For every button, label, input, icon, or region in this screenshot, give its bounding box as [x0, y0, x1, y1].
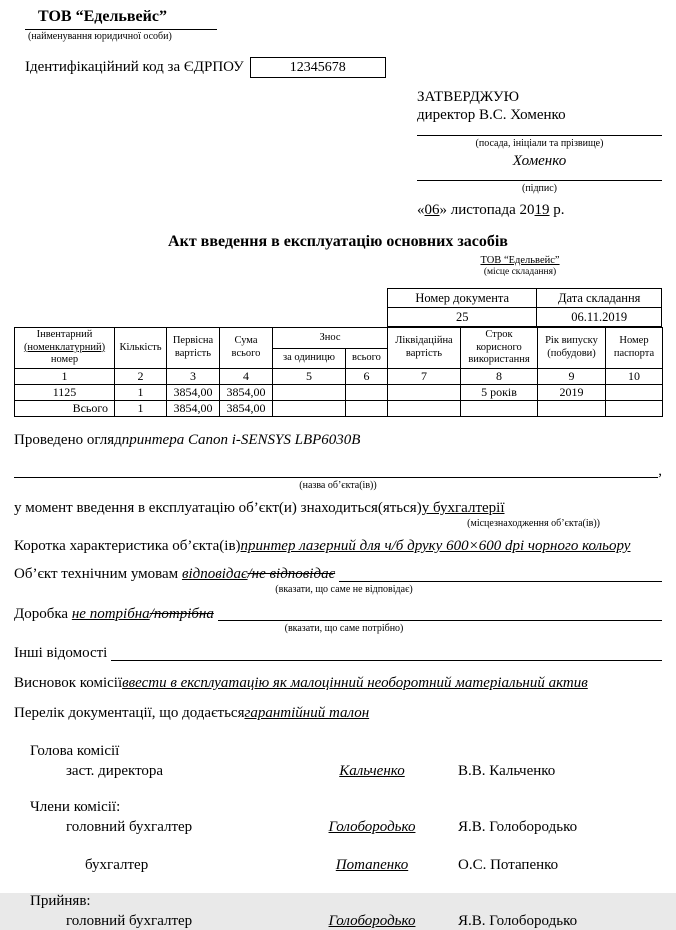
member1-signature-text: Голобородько — [328, 818, 416, 835]
doc-date-value: 06.11.2019 — [537, 308, 662, 327]
colnum-4: 4 — [220, 368, 273, 384]
edrpou-label: Ідентифікаційний код за ЄДРПОУ — [25, 59, 244, 75]
approver-signature: Хоменко — [512, 152, 567, 169]
colnum-6: 6 — [346, 368, 388, 384]
tech-label: Об’єкт технічним умовам — [14, 565, 182, 582]
place-value: ТОВ “Едельвейс” — [480, 255, 560, 267]
documentation-value: гарантійний талон — [244, 704, 370, 721]
total-sum: 3854,00 — [220, 400, 273, 416]
doc-number-header: Номер документа — [388, 289, 537, 308]
cell-year-of-issue: 2019 — [538, 384, 606, 400]
approval-date — [417, 201, 662, 219]
tech-caption: (вказати, що саме не відповідає) — [275, 583, 413, 595]
tech-fill-line — [339, 581, 662, 582]
total-passport — [606, 400, 663, 416]
inventory-header-line1: Інвентарний — [36, 329, 93, 341]
cell-total-sum: 3854,00 — [220, 384, 273, 400]
doc-date-header: Дата складання — [537, 289, 662, 308]
cell-initial-cost: 3854,00 — [167, 384, 220, 400]
acceptor-signature — [286, 913, 458, 930]
total-liquidation — [388, 400, 461, 416]
col-wear-per-unit: за одиницю — [273, 348, 346, 368]
approver-caption: (посада, ініціали та прізвище) — [475, 137, 604, 149]
date-suffix: р. — [549, 201, 565, 218]
signature-caption: (підпис) — [521, 182, 558, 194]
trailing-comma: , — [658, 462, 662, 479]
date-year: 19 — [534, 201, 550, 218]
tech-conditions-line — [14, 565, 662, 584]
acceptor-position: головний бухгалтер — [66, 912, 193, 929]
column-number-row — [15, 368, 663, 384]
colnum-3: 3 — [167, 368, 220, 384]
edrpou-row — [14, 57, 662, 78]
member2-signature-text: Потапенко — [335, 856, 409, 873]
head-position: заст. директора — [66, 762, 164, 779]
company-name: ТОВ “Едельвейс” — [38, 8, 167, 25]
member1-signature-row — [14, 819, 662, 836]
object-name-fill-line — [14, 477, 658, 478]
date-day: 06 — [424, 201, 440, 218]
member1-position: головний бухгалтер — [66, 818, 193, 835]
members-group: Члени комісії: — [30, 798, 121, 815]
documentation-label: Перелік документації, що додається — [14, 704, 245, 721]
acceptor-fullname: Я.В. Голобородько — [458, 912, 578, 929]
acceptor-signature-row — [14, 913, 662, 930]
col-useful-life: Строк корисного використання — [461, 328, 538, 369]
approver-underline — [417, 125, 662, 136]
asset-total-row — [15, 400, 663, 416]
head-signature-row — [14, 763, 662, 780]
conclusion-value: ввести в експлуатацію як малоцінний необоротний матеріальний актив — [122, 675, 588, 692]
member2-fullname: О.С. Потапенко — [458, 856, 559, 873]
acceptor-signature-text: Голобородько — [328, 912, 416, 929]
colnum-2: 2 — [115, 368, 167, 384]
location-caption: (місцезнаходження об’єкта(ів)) — [467, 518, 600, 530]
colnum-9: 9 — [538, 368, 606, 384]
signature-underline — [417, 170, 662, 181]
cell-passport-number — [606, 384, 663, 400]
head-signature — [286, 763, 458, 780]
company-block — [14, 8, 662, 42]
colnum-8: 8 — [461, 368, 538, 384]
other-info-label: Інші відомості — [14, 645, 112, 662]
total-initial-cost: 3854,00 — [167, 400, 220, 416]
conclusion-label: Висновок комісії — [14, 675, 123, 692]
rework-line — [14, 605, 662, 624]
rework-caption: (вказати, що саме потрібно) — [284, 623, 404, 635]
colnum-10: 10 — [606, 368, 663, 384]
member1-signature — [286, 819, 458, 836]
rework-fill-line — [218, 620, 662, 621]
inventory-header-line2: (номенклатурний) — [23, 341, 106, 353]
total-useful-life — [461, 400, 538, 416]
total-year — [538, 400, 606, 416]
cell-wear-total — [346, 384, 388, 400]
col-total-sum: Сума всього — [220, 328, 273, 369]
object-name-caption: (назва об’єкта(ів)) — [299, 480, 377, 492]
asset-table — [14, 327, 663, 417]
member2-signature — [286, 857, 458, 874]
member1-fullname: Я.В. Голобородько — [458, 818, 578, 835]
asset-data-row — [15, 384, 663, 400]
characteristic-line — [14, 537, 662, 556]
characteristic-value: принтер лазерний для ч/б друку 600×600 dpi чорного кольору — [240, 538, 631, 555]
location-line — [14, 499, 662, 518]
cell-liquidation-value — [388, 384, 461, 400]
characteristic-label: Коротка характеристика об’єкта(ів) — [14, 538, 241, 555]
signatures-section — [14, 743, 662, 930]
total-wear-total — [346, 400, 388, 416]
col-year-of-issue: Рік випуску (побудови) — [538, 328, 606, 369]
col-passport-number: Номер паспорта — [606, 328, 663, 369]
date-close-quote: » — [439, 201, 447, 218]
approver-position-name: директор В.С. Хоменко — [417, 107, 566, 124]
company-caption: (найменування юридичної особи) — [28, 31, 172, 42]
inspection-value: принтера Canon i-SENSYS LBP6030B — [121, 431, 361, 448]
date-century: 20 — [519, 201, 535, 218]
head-fullname: В.В. Кальченко — [458, 762, 556, 779]
documentation-line — [14, 704, 662, 723]
inspection-line — [14, 431, 662, 450]
head-of-commission-group: Голова комісії — [30, 742, 120, 759]
col-quantity: Кількість — [115, 328, 167, 369]
document-title: Акт введення в експлуатацію основних засобів — [168, 233, 508, 251]
place-block — [379, 254, 661, 279]
approval-block — [417, 88, 662, 219]
cell-inventory-number: 1125 — [15, 384, 115, 400]
head-signature-text: Кальченко — [339, 762, 405, 779]
col-liquidation-value: Ліквідаційна вартість — [388, 328, 461, 369]
tech-struck-option: /не відповідає — [247, 565, 336, 582]
doc-number-value: 25 — [388, 308, 537, 327]
rework-value: не потрібна — [71, 605, 150, 622]
cell-quantity: 1 — [115, 384, 167, 400]
location-label: у момент введення в експлуатацію об’єкт(и) знаходиться(яться) — [14, 500, 422, 517]
colnum-1: 1 — [15, 368, 115, 384]
col-wear-group: Знос — [273, 328, 388, 348]
rework-label: Доробка — [14, 605, 72, 622]
place-caption: (місце складання) — [483, 267, 557, 278]
conclusion-line — [14, 674, 662, 693]
inventory-header-line3: номер — [50, 354, 79, 366]
cell-wear-per-unit — [273, 384, 346, 400]
col-inventory-number — [15, 328, 115, 369]
total-label: Всього — [15, 400, 115, 416]
member2-signature-row — [14, 857, 662, 874]
edrpou-code-field: 12345678 — [250, 57, 386, 78]
member2-position: бухгалтер — [85, 856, 149, 873]
accepted-group: Прийняв: — [30, 892, 91, 909]
object-name-blank-line — [14, 462, 662, 481]
col-wear-total: всього — [346, 348, 388, 368]
colnum-7: 7 — [388, 368, 461, 384]
colnum-5: 5 — [273, 368, 346, 384]
doc-info-table — [387, 288, 662, 327]
other-info-fill-line — [111, 660, 662, 661]
total-quantity: 1 — [115, 400, 167, 416]
location-value: у бухгалтерії — [421, 500, 505, 517]
col-initial-cost: Первісна вартість — [167, 328, 220, 369]
company-underline — [25, 29, 217, 30]
inspection-label: Проведено огляд — [14, 431, 122, 448]
tech-value: відповідає — [181, 565, 248, 582]
total-wear-per-unit — [273, 400, 346, 416]
date-open-quote: « — [417, 201, 425, 218]
other-info-line — [14, 644, 662, 663]
date-month: листопада — [447, 201, 520, 218]
cell-useful-life: 5 років — [461, 384, 538, 400]
rework-struck-option: /потрібна — [149, 605, 214, 622]
approve-label: ЗАТВЕРДЖУЮ — [417, 89, 520, 105]
